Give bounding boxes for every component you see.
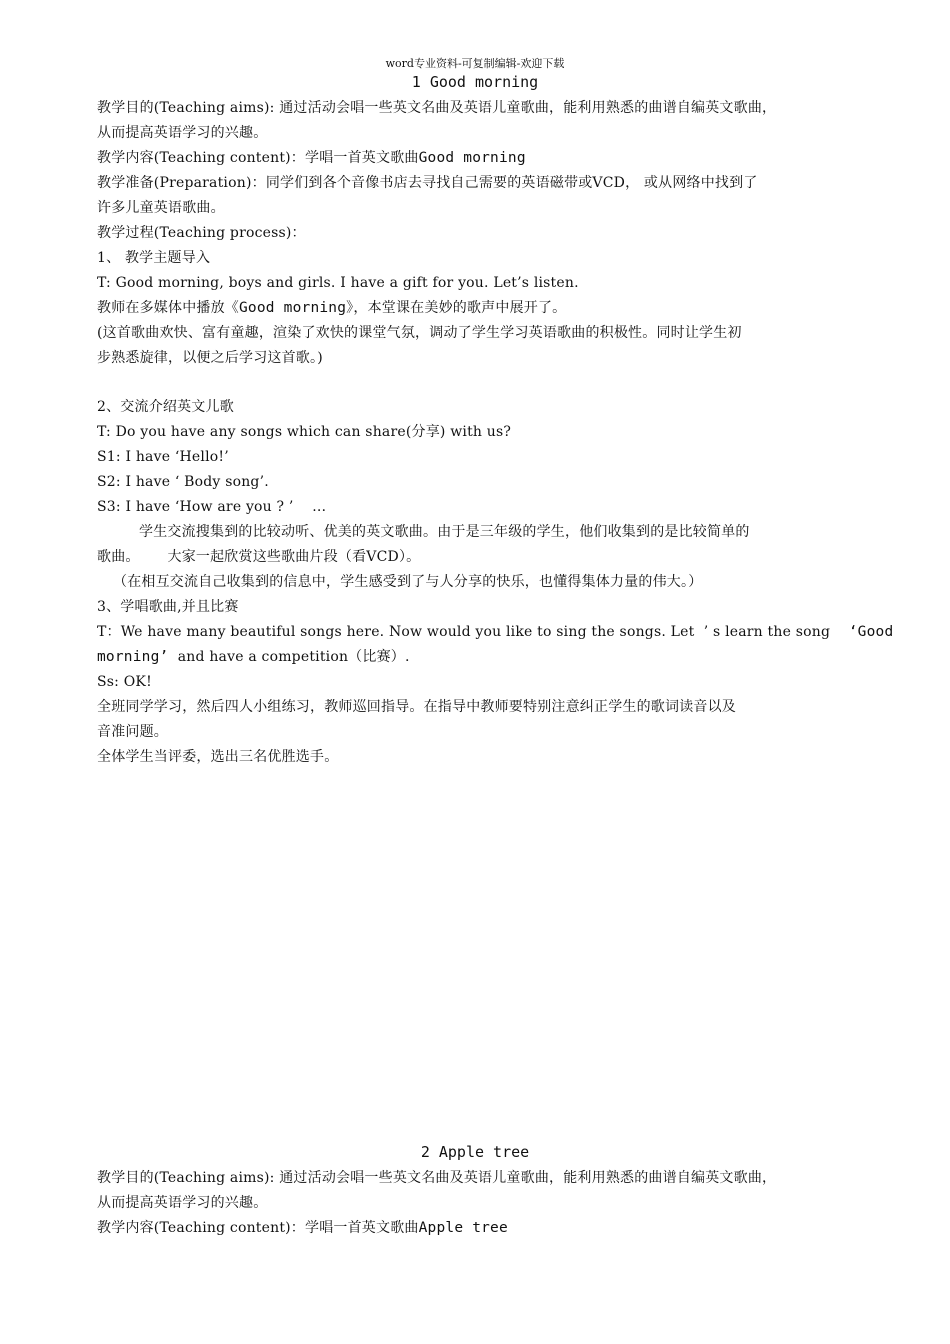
- lesson-2-content: [97, 1216, 860, 1241]
- page-header: word专业资料-可复制编辑-欢迎下载: [385, 57, 565, 70]
- step-3-judge: 全体学生当评委，选出三名优胜选手。: [97, 749, 339, 765]
- step-3-teacher-line: [97, 620, 894, 670]
- lesson-1-content: [97, 146, 860, 171]
- step-3-song-2: morning’: [97, 649, 169, 665]
- step-3-song-1: ‘Good: [848, 624, 894, 640]
- step-3-desc-line-2: 音准问题。: [97, 724, 168, 740]
- step-1-play: [97, 296, 860, 321]
- step-2-desc-line-1: 学生交流搜集到的比较动听、优美的英文歌曲。由于是三年级的学生，他们收集到的是比较简单的: [139, 524, 750, 540]
- step-1-play-b: 》，本堂课在美妙的歌声中展开了。: [346, 300, 567, 316]
- content-label: 教学内容(Teaching content)：学唱一首英文歌曲: [97, 150, 419, 166]
- lesson-2-aims-line-2: 从而提高英语学习的兴趣。: [97, 1195, 268, 1211]
- step-1-note-line-1: (这首歌曲欢快、富有童趣，渲染了欢快的课堂气氛，调动了学生学习英语歌曲的积极性。同时让学生初: [97, 325, 742, 341]
- step-2-desc-line-2: 歌曲。 大家一起欣赏这些歌曲片段（看VCD）。: [97, 549, 421, 565]
- step-3-desc: [97, 695, 860, 745]
- lesson-2-content-label: 教学内容(Teaching content)：学唱一首英文歌曲: [97, 1220, 419, 1236]
- content-song: Good morning: [418, 150, 526, 166]
- step-3-desc-line-1: 全班同学学习，然后四人小组练习，教师巡回指导。在指导中教师要特别注意纠正学生的歌词读音以及: [97, 699, 736, 715]
- step-2-desc: [97, 520, 860, 570]
- aims-line-2: 从而提高英语学习的兴趣。: [97, 125, 268, 141]
- step-3-t-a: T：We have many beautiful songs here. Now would you like to sing the songs. Let ’ s learn the song: [97, 624, 849, 640]
- lesson-1-preparation: [97, 171, 860, 221]
- lesson-1-title: 1 Good morning: [411, 73, 539, 91]
- lesson-2-aims: [97, 1166, 860, 1216]
- lesson-1-process: 教学过程(Teaching process)：: [97, 225, 306, 241]
- step-2-s1: S1: I have ‘Hello!’: [97, 449, 229, 465]
- prep-line-2: 许多儿童英语歌曲。: [97, 200, 225, 216]
- step-3-ss: Ss: OK!: [97, 674, 152, 690]
- lesson-2-aims-line-1: 教学目的(Teaching aims): 通过活动会唱一些英文名曲及英语儿童歌曲，能利用熟悉的曲谱自编英文歌曲，: [97, 1170, 777, 1186]
- step-3-title: 3、学唱歌曲,并且比赛: [97, 599, 239, 615]
- step-2-note: （在相互交流自己收集到的信息中，学生感受到了与人分享的快乐，也懂得集体力量的伟大。）: [113, 574, 703, 590]
- step-1-play-song: Good morning: [239, 300, 347, 316]
- lesson-1-aims: [97, 96, 860, 146]
- step-2-s2: S2: I have ‘ Body song’.: [97, 474, 269, 490]
- step-1-teacher-line: T: Good morning, boys and girls. I have a gift for you. Let’s listen.: [97, 275, 579, 291]
- step-2-teacher-line: T: Do you have any songs which can share(分享) with us?: [97, 424, 512, 440]
- step-2-s3: S3: I have ‘How are you ? ’ …: [97, 499, 327, 515]
- step-2-title: 2、交流介绍英文儿歌: [97, 399, 234, 415]
- step-3-t-b: and have a competition（比赛）.: [168, 649, 410, 665]
- lesson-2-content-song: Apple tree: [418, 1220, 508, 1236]
- step-1-note: [97, 321, 860, 371]
- step-1-title: 1、 教学主题导入: [97, 250, 211, 266]
- prep-line-1: 教学准备(Preparation)：同学们到各个音像书店去寻找自己需要的英语磁带或VCD， 或从网络中找到了: [97, 175, 758, 191]
- aims-line-1: 教学目的(Teaching aims): 通过活动会唱一些英文名曲及英语儿童歌曲，能利用熟悉的曲谱自编英文歌曲，: [97, 100, 777, 116]
- step-1-play-a: 教师在多媒体中播放《: [97, 300, 239, 316]
- lesson-2-title: 2 Apple tree: [420, 1143, 530, 1161]
- step-1-note-line-2: 步熟悉旋律，以便之后学习这首歌。): [97, 350, 323, 366]
